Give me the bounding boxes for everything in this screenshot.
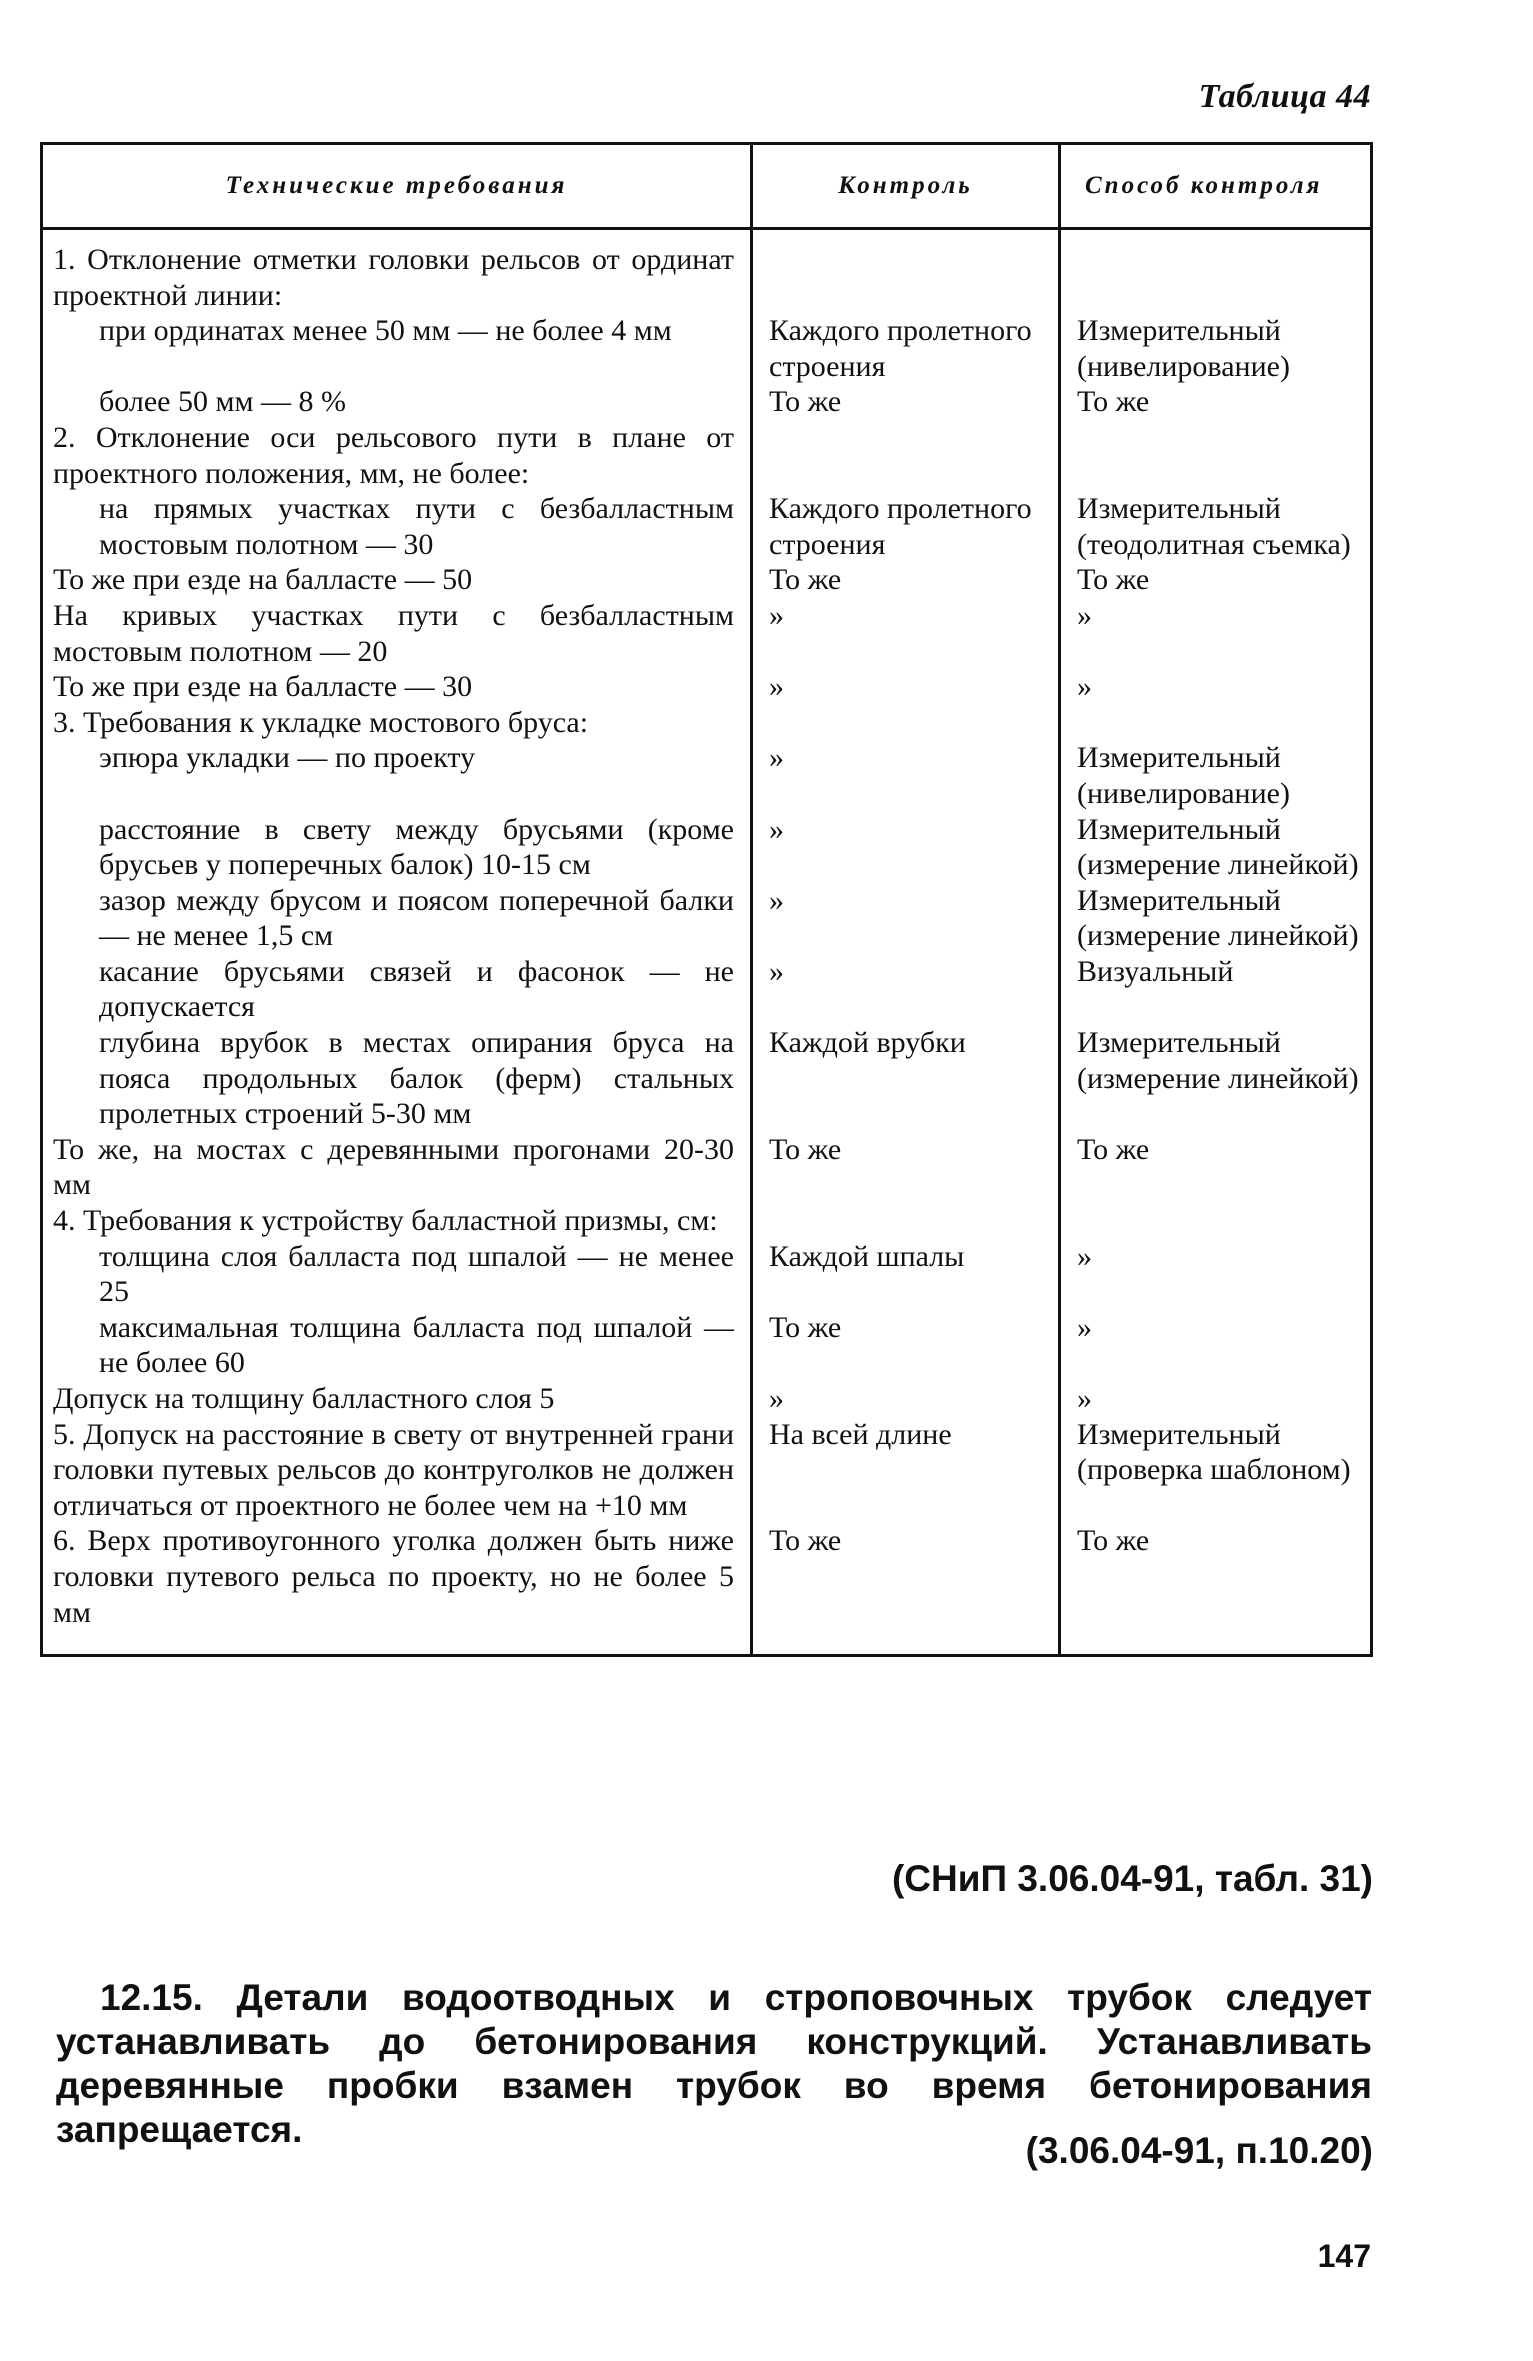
- table-row: [42, 1203, 1372, 1239]
- table-title: Таблица 44: [1198, 78, 1371, 115]
- method-cell: Измерительный (проверка шаблоном): [1060, 1417, 1372, 1524]
- control-cell: »: [752, 740, 1060, 811]
- body-paragraph: 12.15. Детали водоотводных и строповочных трубок следует устанавливать до бетонирования конструкций. Устанавливать деревянные пробки взамен трубок во время бетонирования запрещается.: [56, 1977, 1372, 2150]
- header-control: Контроль: [752, 144, 1060, 229]
- requirement-cell: То же, на мостах с деревянными прогонами 20-30 мм: [42, 1132, 752, 1203]
- table-row: [42, 740, 1372, 811]
- requirement-cell: 3. Требования к укладке мостового бруса:: [42, 705, 752, 741]
- table-row: [42, 1239, 1372, 1310]
- control-cell: [752, 242, 1060, 313]
- requirements-table: [40, 142, 1373, 1657]
- control-cell: [752, 705, 1060, 741]
- control-cell: Каждой врубки: [752, 1025, 1060, 1132]
- method-cell: Измерительный (измерение линейкой): [1060, 1025, 1372, 1132]
- requirement-cell: Допуск на толщину балластного слоя 5: [42, 1381, 752, 1417]
- table-row: [42, 491, 1372, 562]
- table-row: [42, 598, 1372, 669]
- method-cell: »: [1060, 598, 1372, 669]
- requirement-cell: глубина врубок в местах опирания бруса на пояса продольных балок (ферм) стальных пролетных строений 5-30 мм: [42, 1025, 752, 1132]
- requirement-cell: при ординатах менее 50 мм — не более 4 мм: [42, 313, 752, 384]
- table-body: [42, 229, 1372, 1656]
- table-row: [42, 313, 1372, 384]
- source-reference: (СНиП 3.06.04-91, табл. 31): [891, 1858, 1373, 1899]
- method-cell: [1060, 1203, 1372, 1239]
- requirement-cell: на прямых участках пути с безбалластным мостовым полотном — 30: [42, 491, 752, 562]
- method-cell: »: [1060, 1381, 1372, 1417]
- requirement-cell: максимальная толщина балласта под шпалой — не более 60: [42, 1310, 752, 1381]
- requirement-cell: 6. Верх противоугонного уголка должен быть ниже головки путевого рельса по проекту, но не более 5 мм: [42, 1523, 752, 1655]
- requirement-cell: 5. Допуск на расстояние в свету от внутренней грани головки путевых рельсов до контруголков не должен отличаться от проектного не более чем на +10 мм: [42, 1417, 752, 1524]
- method-cell: [1060, 420, 1372, 491]
- table-spacer: [42, 229, 1372, 243]
- requirement-cell: То же при езде на балласте — 50: [42, 562, 752, 598]
- control-cell: »: [752, 669, 1060, 705]
- control-cell: »: [752, 598, 1060, 669]
- requirement-cell: 4. Требования к устройству балластной призмы, см:: [42, 1203, 752, 1239]
- table-row: [42, 1025, 1372, 1132]
- table-row: [42, 1523, 1372, 1655]
- table-row: [42, 242, 1372, 313]
- header-method: Способ контроля: [1060, 144, 1372, 229]
- table-row: [42, 1132, 1372, 1203]
- table-row: [42, 883, 1372, 954]
- table-header-row: [42, 144, 1372, 229]
- method-cell: То же: [1060, 1523, 1372, 1655]
- table-row: [42, 954, 1372, 1025]
- requirement-cell: более 50 мм — 8 %: [42, 384, 752, 420]
- control-cell: Каждого пролетного строения: [752, 491, 1060, 562]
- method-cell: Визуальный: [1060, 954, 1372, 1025]
- page-number: 147: [1317, 2238, 1371, 2274]
- table-row: [42, 1381, 1372, 1417]
- table-row: [42, 669, 1372, 705]
- method-cell: Измерительный (измерение линейкой): [1060, 883, 1372, 954]
- method-cell: Измерительный (теодолитная съемка): [1060, 491, 1372, 562]
- method-cell: Измерительный (измерение линейкой): [1060, 812, 1372, 883]
- requirement-cell: расстояние в свету между брусьями (кроме брусьев у поперечных балок) 10-15 см: [42, 812, 752, 883]
- requirement-cell: толщина слоя балласта под шпалой — не менее 25: [42, 1239, 752, 1310]
- control-cell: Каждой шпалы: [752, 1239, 1060, 1310]
- control-cell: [752, 420, 1060, 491]
- method-cell: Измерительный (нивелирование): [1060, 740, 1372, 811]
- table-row: [42, 705, 1372, 741]
- requirement-cell: 1. Отклонение отметки головки рельсов от ординат проектной линии:: [42, 242, 752, 313]
- table-row: [42, 1310, 1372, 1381]
- requirement-cell: касание брусьями связей и фасонок — не допускается: [42, 954, 752, 1025]
- control-cell: Каждого пролетного строения: [752, 313, 1060, 384]
- header-requirements: Технические требования: [42, 144, 752, 229]
- table-row: [42, 420, 1372, 491]
- control-cell: То же: [752, 1523, 1060, 1655]
- control-cell: На всей длине: [752, 1417, 1060, 1524]
- control-cell: »: [752, 883, 1060, 954]
- method-cell: »: [1060, 1310, 1372, 1381]
- method-cell: То же: [1060, 1132, 1372, 1203]
- requirement-cell: То же при езде на балласте — 30: [42, 669, 752, 705]
- method-cell: Измерительный (нивелирование): [1060, 313, 1372, 384]
- control-cell: То же: [752, 562, 1060, 598]
- method-cell: »: [1060, 669, 1372, 705]
- paragraph-reference: (3.06.04-91, п.10.20): [1025, 2130, 1373, 2171]
- table-row: [42, 1417, 1372, 1524]
- requirement-cell: зазор между брусом и поясом поперечной балки — не менее 1,5 см: [42, 883, 752, 954]
- table-row: [42, 384, 1372, 420]
- method-cell: [1060, 242, 1372, 313]
- control-cell: [752, 1203, 1060, 1239]
- method-cell: »: [1060, 1239, 1372, 1310]
- requirement-cell: 2. Отклонение оси рельсового пути в плане от проектного положения, мм, не более:: [42, 420, 752, 491]
- table-row: [42, 562, 1372, 598]
- control-cell: То же: [752, 1310, 1060, 1381]
- control-cell: То же: [752, 384, 1060, 420]
- control-cell: »: [752, 1381, 1060, 1417]
- requirement-cell: эпюра укладки — по проекту: [42, 740, 752, 811]
- method-cell: То же: [1060, 562, 1372, 598]
- control-cell: »: [752, 954, 1060, 1025]
- control-cell: То же: [752, 1132, 1060, 1203]
- table-row: [42, 812, 1372, 883]
- requirement-cell: На кривых участках пути с безбалластным мостовым полотном — 20: [42, 598, 752, 669]
- method-cell: [1060, 705, 1372, 741]
- method-cell: То же: [1060, 384, 1372, 420]
- control-cell: »: [752, 812, 1060, 883]
